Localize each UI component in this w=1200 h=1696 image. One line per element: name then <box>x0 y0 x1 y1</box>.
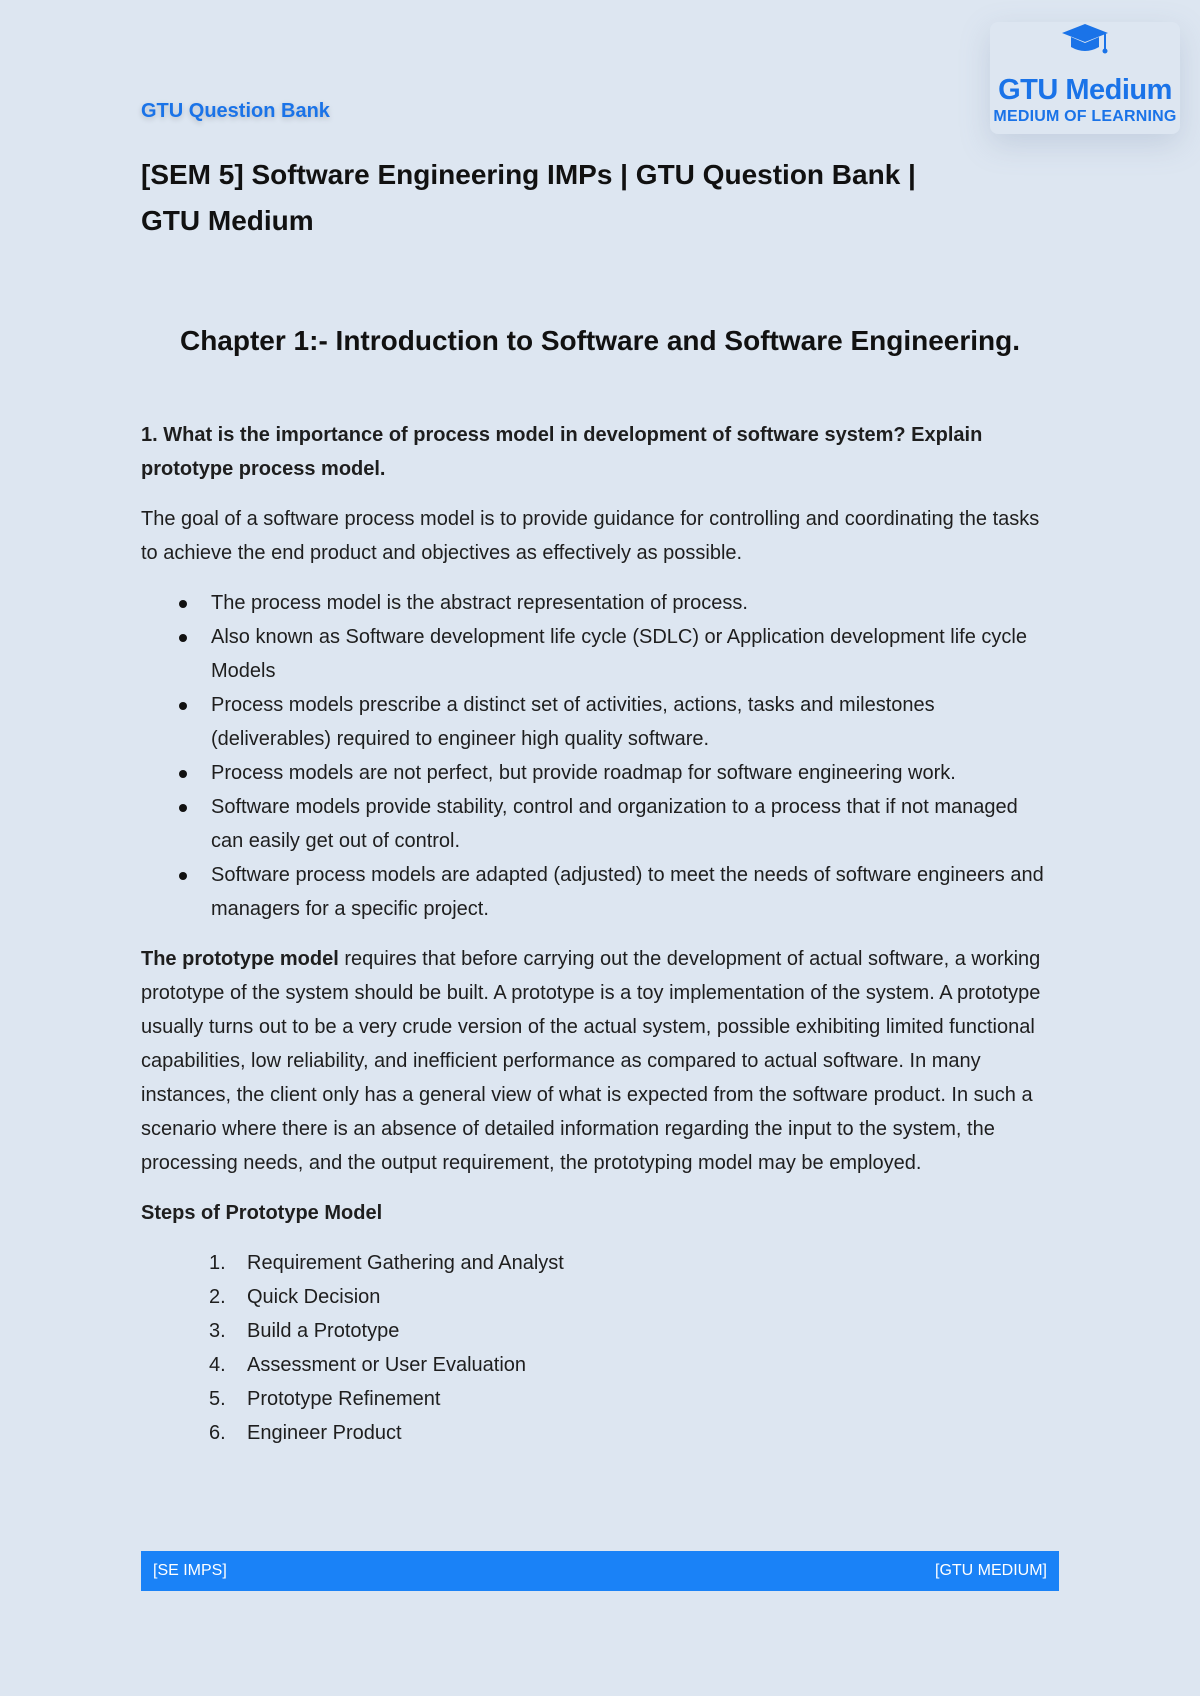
list-item: Process models prescribe a distinct set of activities, actions, tasks and milestones (deliverables) required to engineer high quality software. <box>211 688 1051 756</box>
step-label: Engineer Product <box>247 1422 402 1444</box>
list-item: Software process models are adapted (adjusted) to meet the needs of software engineers and managers for a specific project. <box>211 858 1051 926</box>
step-label: Quick Decision <box>247 1286 381 1308</box>
question-heading: 1. What is the importance of process model in development of software system? Explain prototype process model. <box>141 424 983 480</box>
step-number: 4. <box>209 1354 226 1376</box>
graduation-cap-icon <box>1060 22 1110 64</box>
footer-bar <box>141 1551 1059 1591</box>
prototype-text: requires that before carrying out the development of actual software, a working prototype of the system should be built. A prototype is a toy implementation of the system. A prototype usually turns out to be a very crude version of the actual system, possible exhibiting limited functional capabilities, low reliability, and inefficient performance as compared to actual software. In many instances, the client only has a general view of what is expected from the software product. In such a scenario where there is an absence of detailed information regarding the input to the system, the processing needs, and the output requirement, the prototyping model may be employed. <box>141 948 1041 1174</box>
list-item: Software models provide stability, control and organization to a process that if not managed can easily get out of control. <box>211 790 1051 858</box>
list-item <box>209 1280 1051 1314</box>
list-item <box>209 1314 1051 1348</box>
document-title: [SEM 5] Software Engineering IMPs | GTU Question Bank | GTU Medium <box>141 159 916 236</box>
list-item <box>209 1348 1051 1382</box>
chapter-title: Chapter 1:- Introduction to Software and Software Engineering. <box>179 325 1021 356</box>
gtu-medium-logo <box>990 22 1180 134</box>
prototype-lead: The prototype model <box>141 948 339 970</box>
list-item: Process models are not perfect, but provide roadmap for software engineering work. <box>211 756 1051 790</box>
step-label: Requirement Gathering and Analyst <box>247 1252 564 1274</box>
step-label: Build a Prototype <box>247 1320 400 1342</box>
list-item: The process model is the abstract representation of process. <box>211 586 1051 620</box>
step-number: 3. <box>209 1320 226 1342</box>
step-number: 6. <box>209 1422 226 1444</box>
logo-subtitle: MEDIUM OF LEARNING <box>993 108 1177 125</box>
list-item: Also known as Software development life cycle (SDLC) or Application development life cycle Models <box>211 620 1051 688</box>
logo-title: GTU Medium <box>998 74 1172 106</box>
list-item <box>209 1382 1051 1416</box>
main-content <box>141 418 1051 1450</box>
step-number: 2. <box>209 1286 226 1308</box>
intro-paragraph: The goal of a software process model is to provide guidance for controlling and coordinating the tasks to achieve the end product and objectives as effectively as possible. <box>141 508 1040 564</box>
bullet-list <box>141 586 1051 926</box>
step-number: 5. <box>209 1388 226 1410</box>
footer-right-label: [GTU MEDIUM] <box>935 1562 1047 1579</box>
header-label: GTU Question Bank <box>141 100 330 122</box>
footer-left-label: [SE IMPS] <box>153 1562 227 1579</box>
list-item <box>209 1246 1051 1280</box>
step-number: 1. <box>209 1252 226 1274</box>
steps-list <box>141 1246 1051 1450</box>
prototype-paragraph <box>141 942 1051 1180</box>
step-label: Prototype Refinement <box>247 1388 441 1410</box>
step-label: Assessment or User Evaluation <box>247 1354 527 1376</box>
steps-heading: Steps of Prototype Model <box>141 1202 383 1224</box>
list-item <box>209 1416 1051 1450</box>
